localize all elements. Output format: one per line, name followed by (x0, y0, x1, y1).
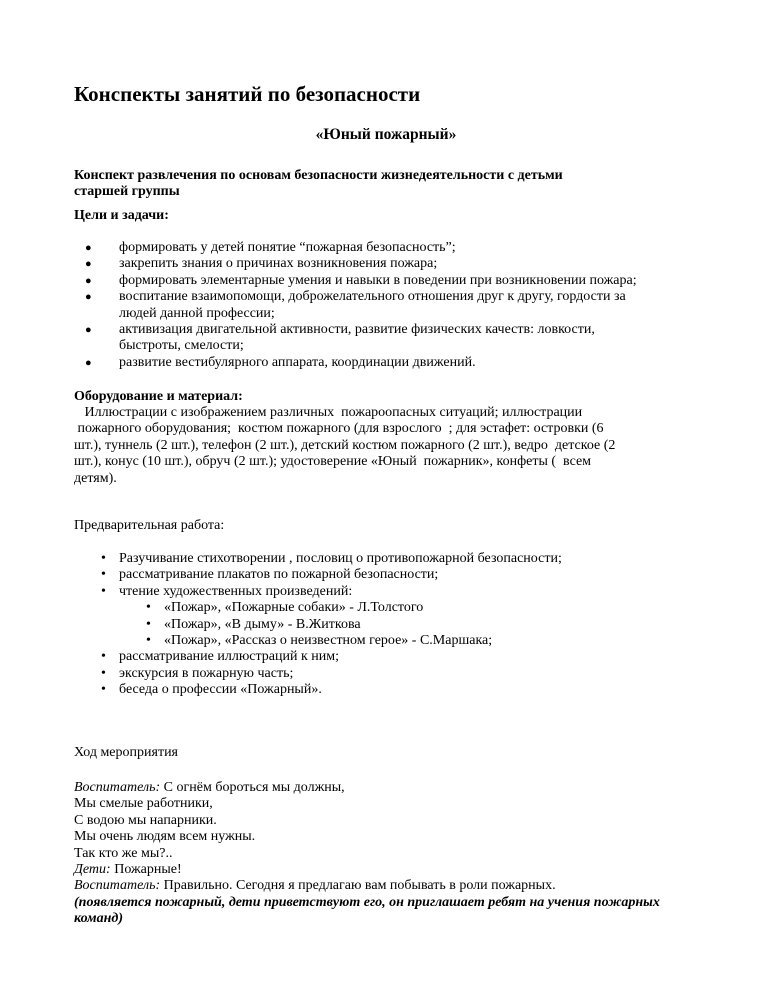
speaker-label: Воспитатель: (74, 780, 161, 795)
prelim-subitem: • «Пожар», «Рассказ о неизвестном герое» - С.Маршака; (74, 633, 698, 649)
equipment-text (74, 405, 698, 487)
goals-heading: Цели и задачи: (74, 208, 169, 223)
prelim-item: • чтение художественных произведений: (74, 584, 698, 600)
summary-heading (74, 168, 698, 201)
prelim-item: • Разучивание стихотворении , пословиц о противопожарной безопасности; (74, 551, 698, 567)
speech-text: Правильно. Сегодня я предлагаю вам побывать в роли пожарных. (160, 878, 556, 894)
prelim-item: • рассматривание иллюстраций к ним; (74, 649, 698, 665)
summary-heading-line: Конспект развлечения по основам безопасности жизнедеятельности с детьми (74, 168, 563, 183)
dialogue-line (74, 862, 698, 878)
stage-direction: команд) (74, 911, 123, 927)
speaker-label: Дети: (74, 862, 111, 878)
prelim-item: • рассматривание плакатов по пожарной безопасности; (74, 567, 698, 583)
event-heading: Ход мероприятия (74, 745, 178, 760)
equipment-line: детям). (74, 470, 117, 486)
goal-item (74, 256, 698, 272)
goal-text: ● воспитание взаимопомощи, доброжелательного отношения друг к другу, гордости за (119, 289, 626, 305)
goal-text: ● закрепить знания о причинах возникновения пожара; (119, 256, 438, 272)
equipment-line: шт.), конус (10 шт.), обруч (2 шт.); удостоверение «Юный пожарник», конфеты ( всем (74, 454, 592, 470)
verse-line: С водою мы напарники. (74, 812, 217, 828)
verse-line: Мы очень людям всем нужны. (74, 829, 256, 845)
prelim-subitem: • «Пожар», «Пожарные собаки» - Л.Толстого (74, 600, 698, 616)
speech-text: С огнём бороться мы должны, (160, 780, 345, 795)
page-title: Конспекты занятий по безопасности (74, 82, 421, 106)
equipment-line: Иллюстрации с изображением различных пожароопасных ситуаций; иллюстрации (74, 405, 583, 420)
goal-text-continued: быстроты, смелости; (119, 338, 244, 354)
subtitle: «Юный пожарный» (315, 126, 457, 143)
goal-item (74, 322, 698, 355)
prelim-item: • экскурсия в пожарную часть; (74, 666, 698, 682)
goal-text: ● активизация двигательной активности, развитие физических качеств: ловкости, (119, 322, 595, 338)
equipment-heading: Оборудование и материал: (74, 389, 243, 404)
dialogue-line (74, 780, 698, 796)
goal-text: ● формировать у детей понятие “пожарная безопасность”; (119, 240, 456, 255)
goal-text: ● развитие вестибулярного аппарата, координации движений. (119, 354, 476, 370)
prelim-subitem: • «Пожар», «В дыму» - В.Житкова (74, 617, 698, 633)
goal-text-continued: людей данной профессии; (119, 305, 275, 321)
prelim-item: • беседа о профессии «Пожарный». (74, 682, 698, 698)
goal-item (74, 289, 698, 322)
goals-list (74, 240, 698, 371)
goal-item (74, 355, 698, 371)
speaker-label: Воспитатель: (74, 878, 161, 894)
equipment-line: пожарного оборудования; костюм пожарного (для взрослого ; для эстафет: островки (6 (74, 421, 604, 437)
goal-item (74, 273, 698, 289)
speech-text: Пожарные! (110, 862, 182, 878)
verse-line: Так кто же мы?.. (74, 845, 173, 861)
prelim-list (74, 551, 698, 699)
stage-direction: (появляется пожарный, дети приветствуют его, он приглашает ребят на учения пожарных (74, 894, 660, 910)
summary-heading-line: старшей группы (74, 184, 180, 200)
goal-item (74, 240, 698, 256)
prelim-heading: Предварительная работа: (74, 518, 225, 533)
goal-text: ● формировать элементарные умения и навыки в поведении при возникновении пожара; (119, 272, 637, 288)
dialogue-line (74, 878, 698, 894)
dialogue (74, 780, 698, 928)
verse-line: Мы смелые работники, (74, 796, 213, 812)
equipment-line: шт.), туннель (2 шт.), телефон (2 шт.), детский костюм пожарного (2 шт.), ведро детское (2 (74, 437, 616, 453)
